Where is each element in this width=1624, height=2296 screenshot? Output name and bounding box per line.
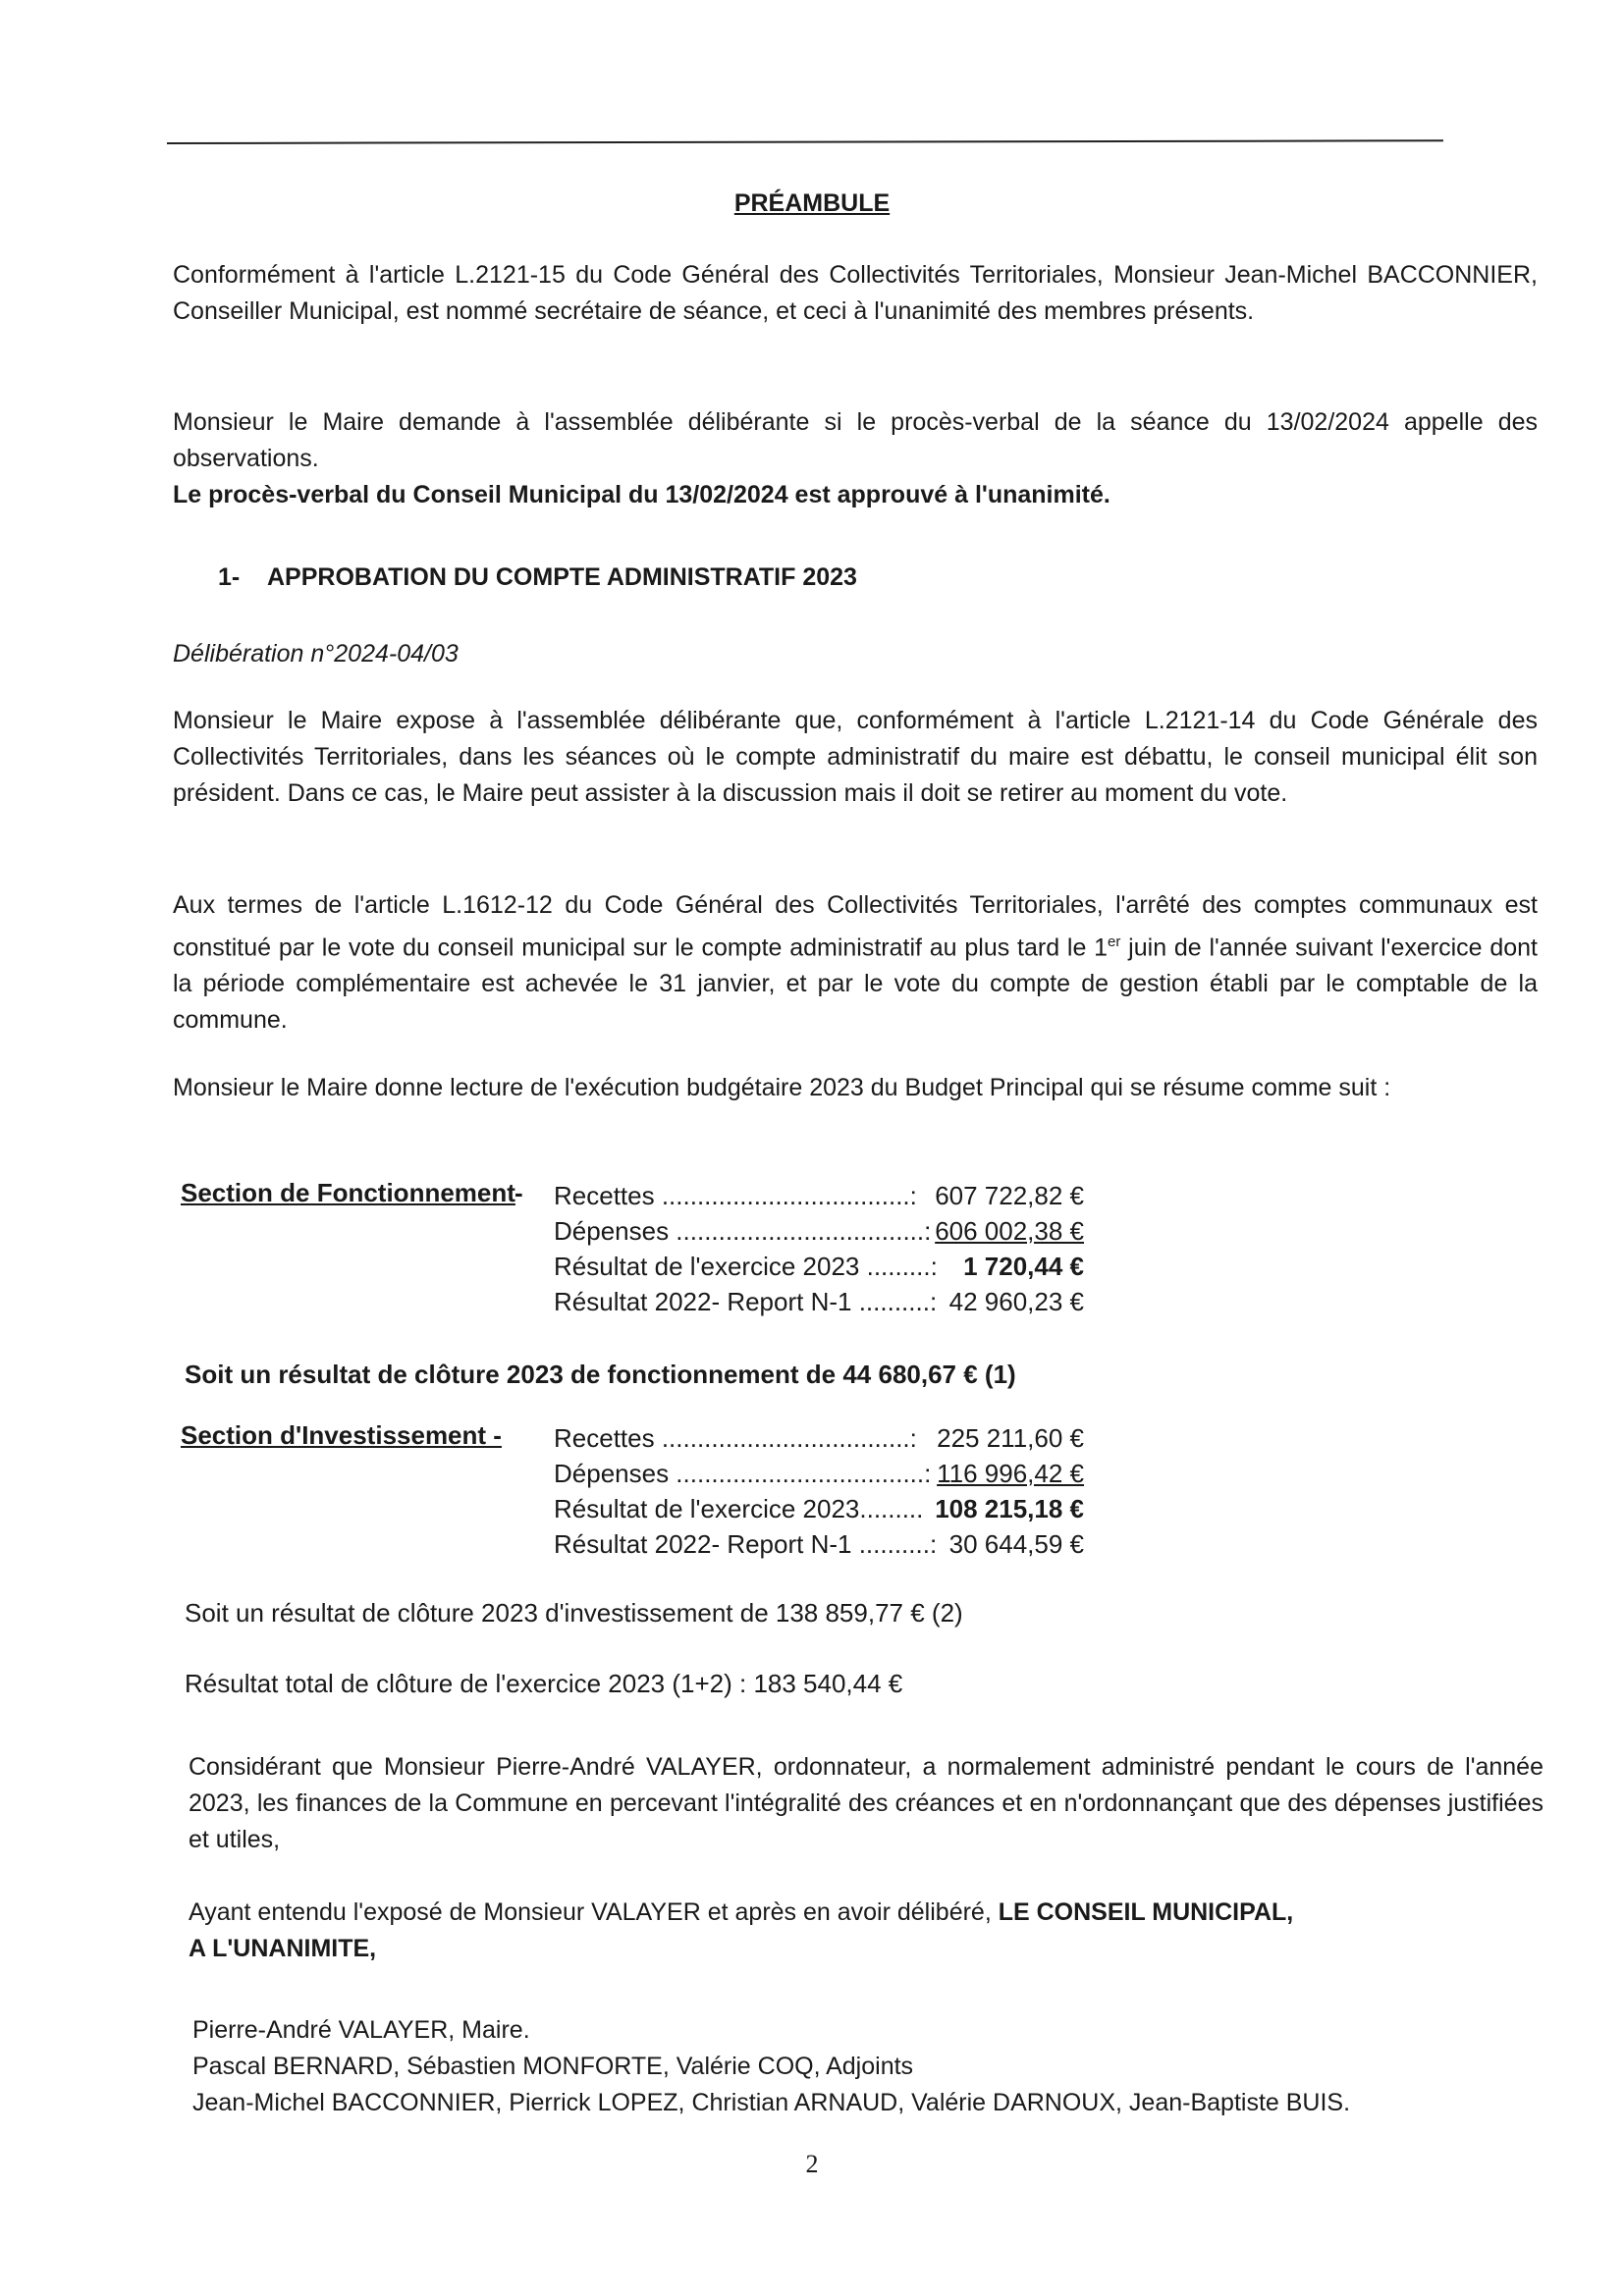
fin-row: Dépenses ...................................: 606 002,38 € [554,1216,1084,1246]
fonctionnement-dash: - [514,1178,523,1207]
fonctionnement-label: Section de Fonctionnement [181,1178,515,1207]
fonctionnement-rows [554,1178,1084,1319]
fin-row: Résultat 2022- Report N-1 ..........: 42 960,23 € [554,1287,1084,1316]
section-paragraph-2 [173,887,1538,1039]
fin-row: Résultat 2022- Report N-1 ..........: 30 644,59 € [554,1529,1084,1559]
ayant-text: Ayant entendu l'exposé de Monsieur VALAYER et après en avoir délibéré, [189,1898,999,1926]
investissement-total: Soit un résultat de clôture 2023 d'investissement de 138 859,77 € (2) [185,1598,963,1628]
members-list [192,2012,1547,2121]
section-paragraph-1: Monsieur le Maire expose à l'assemblée délibérante que, conformément à l'article L.2121-14 du Code Générale des Collectivités Territoriales, dans les séances où le compte administratif du maire est débattu, le conseil municipal élit son président. Dans ce cas, le Maire peut assister à la discussion mais il doit se retirer au moment du vote. [173,707,1538,807]
fin-row: Résultat de l'exercice 2023 .........: 1 720,44 € [554,1252,1084,1281]
considerant-paragraph: Considérant que Monsieur Pierre-André VALAYER, ordonnateur, a normalement administré pendant le cours de l'année 2023, les finances de la Commune en percevant l'intégralité des créances et en n'ordonnançant que des dépenses justifiées et utiles, [189,1753,1543,1853]
fin-row: Recettes ...................................: 225 211,60 € [554,1423,1084,1453]
p2-text-start: Aux termes de l'article L.1612-12 du Code Général des Collectivités Territoriales, l'arrêté des comptes communaux est constitué par le vote du conseil municipal sur le compte administratif au plus tard le 1 [173,891,1538,962]
preambule-paragraph-2 [173,404,1538,513]
member-line: Pierre-André VALAYER, Maire. [192,2016,530,2044]
fonctionnement-total: Soit un résultat de clôture 2023 de fonctionnement de 44 680,67 € (1) [185,1360,1016,1389]
section-heading [218,563,857,592]
page-number: 2 [805,2150,819,2178]
resultat-total: Résultat total de clôture de l'exercice 2023 (1+2) : 183 540,44 € [185,1669,903,1698]
unanimite: A L'UNANIMITE, [189,1935,377,1962]
fin-row: Résultat de l'exercice 2023......... 108 215,18 € [554,1494,1084,1523]
investissement-label: Section d'Investissement - [181,1420,502,1450]
deliberation-number: Délibération n°2024-04/03 [173,640,459,667]
pv-approval: Le procès-verbal du Conseil Municipal du 13/02/2024 est approuvé à l'unanimité. [173,481,1110,508]
p2-superscript: er [1108,934,1121,950]
ayant-paragraph [189,1895,1543,1967]
member-line: Pascal BERNARD, Sébastien MONFORTE, Valérie COQ, Adjoints [192,2053,914,2080]
top-rule [167,139,1443,144]
conseil-municipal: LE CONSEIL MUNICIPAL, [998,1898,1294,1926]
section-paragraph-3: Monsieur le Maire donne lecture de l'exécution budgétaire 2023 du Budget Principal qui se résume comme suit : [173,1074,1391,1101]
investissement-rows [554,1420,1084,1562]
preambule-title: PRÉAMBULE [733,189,891,217]
fin-row: Dépenses ...................................: 116 996,42 € [554,1459,1084,1488]
p2-text-end: juin de l'année suivant l'exercice dont la période complémentaire est achevée le 31 janvier, et par le vote du compte de gestion établi par le comptable de la commune. [173,934,1538,1035]
pv-question: Monsieur le Maire demande à l'assemblée délibérante si le procès-verbal de la séance du 13/02/2024 appelle des observations. [173,408,1538,472]
section-number: 1- [218,563,241,591]
member-line: Jean-Michel BACCONNIER, Pierrick LOPEZ, Christian ARNAUD, Valérie DARNOUX, Jean-Baptiste BUIS. [192,2089,1351,2116]
section-title: APPROBATION DU COMPTE ADMINISTRATIF 2023 [267,563,857,591]
preambule-paragraph-1: Conformément à l'article L.2121-15 du Code Général des Collectivités Territoriales, Monsieur Jean-Michel BACCONNIER, Conseiller Municipal, est nommé secrétaire de séance, et ceci à l'unanimité des membres présents. [173,261,1538,325]
fin-row: Recettes ...................................: 607 722,82 € [554,1181,1084,1210]
